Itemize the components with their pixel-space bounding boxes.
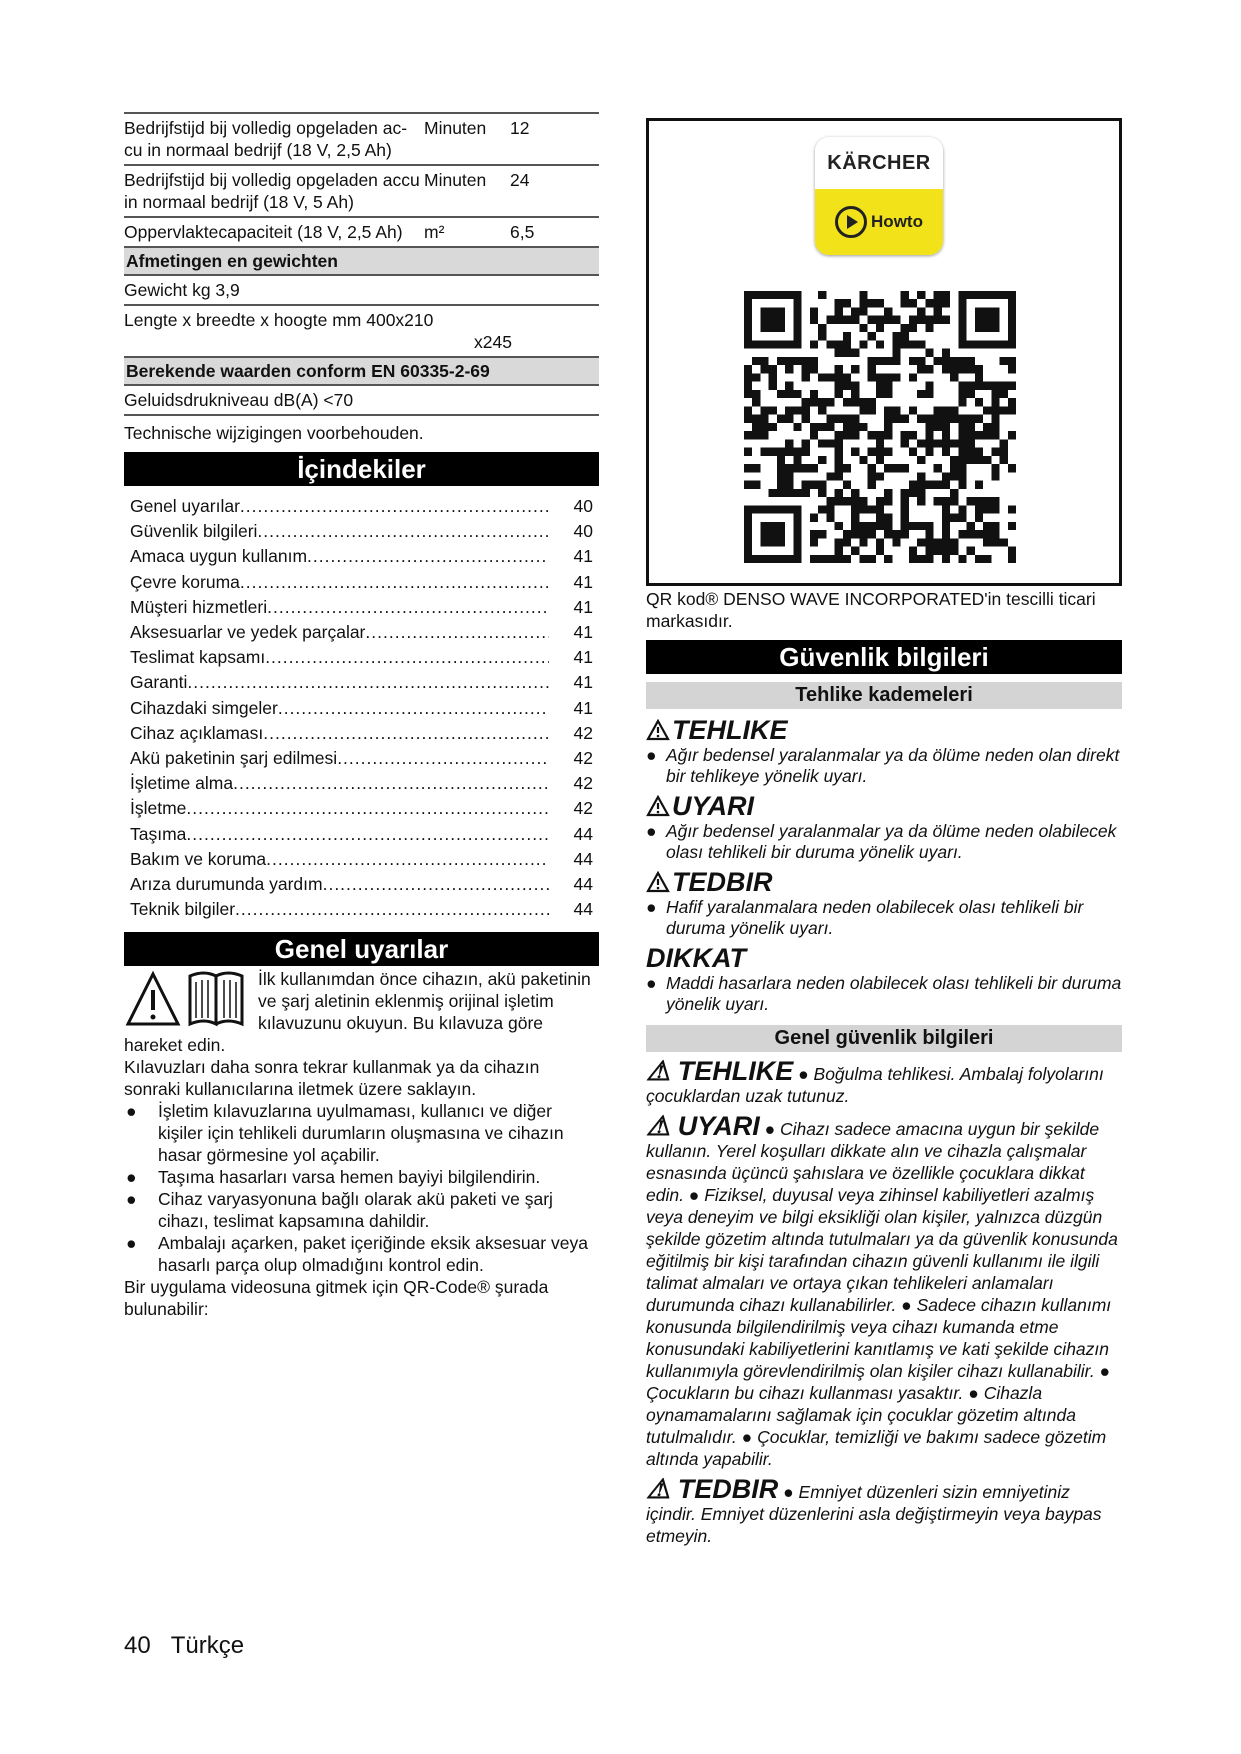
bullet-icon: ● [646,897,657,917]
bullet-icon: ● [126,1167,137,1188]
warning-triangle-icon [646,871,670,893]
hazard-text-row [646,897,1122,939]
toc-entry[interactable] [130,670,593,695]
dimensions-row: Lengte x breedte x hoogte mm 400x210 x245 [124,304,599,356]
gs-danger: ⚠ TEHLIKE ● Boğulma tehlikesi. Ambalaj folyolarını çocuklardan uzak tutunuz. [646,1056,1104,1106]
toc-title: Garanti [130,672,188,693]
spec-unit: m² [424,222,445,242]
warning-triangle-icon [646,719,670,741]
toc-entry[interactable] [130,620,593,645]
spec-label: Oppervlaktecapaciteit (18 V, 2,5 Ah) [124,222,403,242]
hazard-levels-title: Tehlike kademeleri [646,682,1122,709]
spec-label: Bedrijfstijd bij volledig opgeladen accu in normaal bedrijf (18 V, 5 Ah) [124,170,420,212]
general-bullets [124,1100,599,1276]
spec-row [124,112,599,164]
bullet-text: İşletim kılavuzlarına uyulmaması, kullanıcı ve diğer kişiler için tehlikeli durumların oluşmasına ve cihazın hasar görmesine yol açabilir. [158,1101,564,1166]
toc-leader [240,570,549,595]
hazard-heading [646,791,1122,821]
qr-code[interactable] [744,291,1016,563]
toc-title: Çevre koruma [130,571,240,592]
toc-title: Akü paketinin şarj edilmesi [130,748,338,769]
bullet-icon: ● [646,745,657,765]
bullet-text: Taşıma hasarları varsa hemen bayiyi bilgilendirin. [158,1167,541,1188]
toc-title: Taşıma [130,823,187,844]
toc-page: 42 [573,798,593,819]
table-of-contents [124,486,599,922]
toc-title: İşletme [130,798,187,819]
hazard-heading [646,715,1122,745]
toc-entry[interactable] [130,897,593,922]
hazard-text: Maddi hasarlara neden olabilecek olası tehlikeli bir duruma yönelik uyarı. [666,973,1122,1014]
gs-caution: ⚠ TEDBIR ● Emniyet düzenleri sizin emniyetiniz içindir. Emniyet düzenlerini asla değiştirmeyin veya baypas etmeyin. [646,1474,1102,1546]
warning-triangle-icon [646,795,670,817]
hazard-name: UYARI [672,791,755,821]
toc-title: Genel uyarılar [130,496,240,516]
toc-entry[interactable] [130,822,593,847]
hazard-text: Hafif yaralanmalara neden olabilecek olası tehlikeli bir duruma yönelik uyarı. [666,897,1084,938]
toc-leader [265,645,549,670]
hazard-level [646,715,1122,787]
left-column [124,112,599,1320]
section-dimensions: Afmetingen en gewichten [124,246,599,274]
toc-page: 41 [573,647,593,668]
spec-label: Bedrijfstijd bij volledig opgeladen ac- cu in normaal bedrijf (18 V, 2,5 Ah) [124,118,408,160]
toc-entry[interactable] [130,746,593,771]
toc-leader [365,620,549,645]
toc-page: 44 [573,848,593,869]
hazard-text: Ağır bedensel yaralanmalar ya da ölüme neden olabilecek olası tehlikeli bir duruma yönelik uyarı. [666,821,1117,862]
karcher-howto-logo: KÄRCHER Howto [815,137,943,255]
toc-page: 40 [573,496,593,516]
hazard-name: TEHLIKE [672,715,788,745]
toc-page: 44 [573,899,593,920]
qr-box [646,118,1122,586]
toc-entry[interactable] [130,872,593,897]
toc-title: Teknik bilgiler [130,899,236,920]
general-safety-title: Genel güvenlik bilgileri [646,1025,1122,1052]
toc-entry[interactable] [130,696,593,721]
toc-entry[interactable] [130,544,593,569]
toc-entry[interactable] [130,721,593,746]
toc-title: İçindekiler [124,452,599,486]
spec-unit: Minuten [424,118,487,138]
bullet-icon: ● [126,1233,137,1254]
toc-title: Arıza durumunda yardım [130,874,323,895]
bullet-icon: ● [646,821,657,841]
hazard-heading [646,943,1122,973]
toc-entry[interactable] [130,771,593,796]
spec-value: 24 [510,170,530,190]
toc-page: 41 [573,672,593,693]
spec-value: 6,5 [510,222,535,242]
toc-page: 44 [573,823,593,844]
toc-leader [267,595,549,620]
footer-language: Türkçe [170,1632,245,1659]
page-number: 40 [124,1632,151,1659]
general-intro: İlk kullanımdan önce cihazın, akü paketinin ve şarj aletinin eklenmiş orijinal işletim kılavuzunu okuyun. Bu kılavuza göre hareket edin. [124,969,591,1056]
warning-manual-icon [124,968,250,1034]
safety-title: Güvenlik bilgileri [646,640,1122,674]
general-bullet [124,1188,599,1232]
toc-leader [186,822,549,847]
toc-leader [323,872,549,897]
tech-note: Technische wijzigingen voorbehouden. [124,423,424,443]
bullet-text: Cihaz varyasyonuna bağlı olarak akü paketi ve şarj cihazı, teslimat kapsamına dahildir. [158,1189,553,1232]
toc-leader [257,519,549,544]
general-bullet [124,1100,599,1166]
hazard-text-row [646,745,1122,787]
toc-page: 42 [573,722,593,743]
toc-page: 41 [573,596,593,617]
toc-leader [266,847,549,872]
toc-page: 42 [573,773,593,794]
toc-entry[interactable] [130,847,593,872]
toc-title: İşletime alma [130,773,234,794]
toc-leader [263,721,549,746]
noise-row: Geluidsdrukniveau dB(A) <70 [124,384,599,414]
bullet-text: Ambalajı açarken, paket içeriğinde eksik aksesuar veya hasarlı parça olup olmadığını kontrol edin. [158,1233,588,1276]
gs-warning: ⚠ UYARI ● Cihazı sadece amacına uygun bir şekilde kullanın. Yerel koşulları dikkate alın ve cihazla çalışmalar esnasında üçüncü şahıslara ve özellikle çocuklara dikkat edin. ● Fiziksel, duyusal veya zihinsel kabiliyetleri azalmış veya deneyim ve bilgi eksikliği olan kişiler, yalnızca düzgün şekilde gözetim altında tutulmaları ya da güvenlik konusunda eğitilmiş bir kişi tarafından cihazın güvenli kullanımı ile ilgili talimat almaları ve ortaya çıkan tehlikeleri anlamaları durumunda cihazı kullanabilirler. ● Sadece cihazın kullanımı konusunda bilgilendirilmiş veya cihazı kumanda etme konusundaki kabiliyetlerini kanıtlamış ve kati şekilde cihazın kullanımıyla görevlendirilmiş olan kişiler cihazı kullanabilir. ● Çocukların bu cihazı kullanması yasaktır. ● Cihazla oynamamalarını sağlamak için çocuklar gözetim altında tutulmalıdır. ● Çocuklar, temizliği ve bakımı sadece gözetim altında yapabilir. [646,1111,1118,1469]
hazard-text-row [646,973,1122,1015]
toc-leader [233,771,549,796]
toc-title: Bakım ve koruma [130,848,267,869]
general-qr-text: Bir uygulama videosuna gitmek için QR-Code® şurada bulunabilir: [124,1277,549,1320]
section-calculated: Berekende waarden conform EN 60335-2-69 [124,356,599,384]
general-title: Genel uyarılar [124,932,599,966]
weight-row: Gewicht kg 3,9 [124,274,599,304]
toc-page: 41 [573,571,593,592]
hazard-name: TEDBIR [672,867,773,897]
toc-entry[interactable] [130,595,593,620]
toc-leader [187,670,549,695]
toc-leader [278,696,549,721]
toc-page: 40 [573,521,593,542]
spec-table [124,112,599,246]
toc-title: Cihaz açıklaması [130,722,264,743]
general-bullet [124,1166,599,1188]
hazard-level [646,791,1122,863]
general-bullet [124,1232,599,1276]
play-icon [835,206,867,238]
toc-leader [240,494,549,519]
toc-leader [186,796,549,821]
bullet-icon: ● [126,1189,137,1210]
toc-title: Müşteri hizmetleri [130,596,268,617]
general-paragraph: Kılavuzları daha sonra tekrar kullanmak ya da cihazın sonraki kullanıcılarına iletmek üzere saklayın. [124,1057,540,1100]
toc-page: 42 [573,748,593,769]
toc-page: 41 [573,546,593,567]
toc-title: Aksesuarlar ve yedek parçalar [130,622,366,643]
toc-entry[interactable] [130,645,593,670]
toc-page: 41 [573,622,593,643]
hazard-text-row [646,821,1122,863]
toc-leader [235,897,549,922]
toc-page: 44 [573,874,593,895]
hazard-level [646,867,1122,939]
page-footer [124,1632,244,1660]
spec-row [124,164,599,216]
bullet-icon: ● [126,1101,137,1122]
toc-leader [307,544,549,569]
qr-note: QR kod® DENSO WAVE INCORPORATED'in tescilli ticari markasıdır. [646,589,1096,631]
hazard-text: Ağır bedensel yaralanmalar ya da ölüme neden olan direkt bir tehlikeye yönelik uyarı. [666,745,1120,786]
hazard-level [646,943,1122,1015]
right-column [646,118,1122,1547]
toc-entry[interactable] [130,494,593,519]
hazard-name: DIKKAT [646,943,746,973]
spec-row [124,216,599,246]
spec-unit: Minuten [424,170,487,190]
toc-title: Cihazdaki simgeler [130,697,278,718]
bullet-icon: ● [646,973,657,993]
toc-entry[interactable] [130,570,593,595]
hazard-levels [646,715,1122,1015]
toc-leader [337,746,549,771]
toc-title: Güvenlik bilgileri [130,521,258,542]
spec-value: 12 [510,118,530,138]
toc-title: Amaca uygun kullanım [130,546,308,567]
toc-entry[interactable] [130,519,593,544]
toc-page: 41 [573,697,593,718]
toc-title: Teslimat kapsamı [130,647,266,668]
toc-entry[interactable] [130,796,593,821]
hazard-heading [646,867,1122,897]
